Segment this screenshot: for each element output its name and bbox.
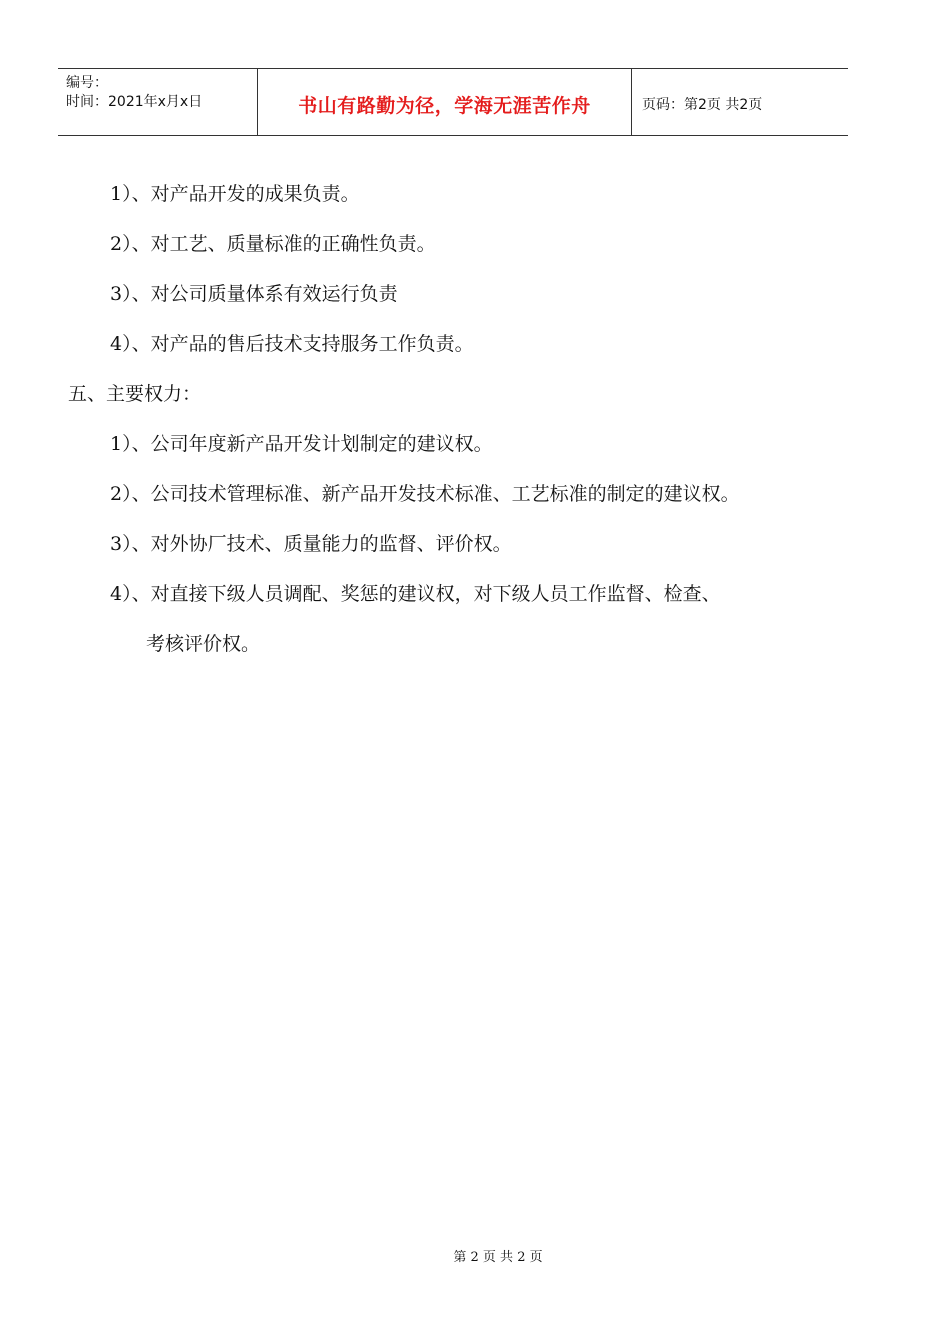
power-item-4: 4）、对直接下级人员调配、奖惩的建议权，对下级人员工作监督、检查、: [110, 583, 721, 605]
responsibility-item-1: 1）、对产品开发的成果负责。: [110, 183, 360, 205]
header-motto-cell: [258, 69, 632, 135]
header-meta: [58, 69, 258, 135]
responsibility-item-4: 4）、对产品的售后技术支持服务工作负责。: [110, 333, 474, 355]
power-item-4-continued: 考核评价权。: [146, 633, 261, 655]
header-page-info-cell: [632, 69, 848, 135]
responsibility-item-3: 3）、对公司质量体系有效运行负责: [110, 283, 398, 305]
header-page-info: 页码：第2页 共2页: [642, 97, 763, 113]
header-motto: 书山有路勤为径，学海无涯苦作舟: [298, 94, 591, 117]
power-item-3: 3）、对外协厂技术、质量能力的监督、评价权。: [110, 533, 512, 555]
section-title: 五、主要权力：: [68, 383, 202, 405]
responsibility-item-2: 2）、对工艺、质量标准的正确性负责。: [110, 233, 436, 255]
page-footer: 第 2 页 共 2 页: [453, 1250, 543, 1265]
page-header: [58, 68, 848, 136]
power-item-2: 2）、公司技术管理标准、新产品开发技术标准、工艺标准的制定的建议权。: [110, 483, 740, 505]
document-number-label: 编号：: [66, 75, 108, 91]
power-item-1: 1）、公司年度新产品开发计划制定的建议权。: [110, 433, 493, 455]
document-time: 时间：2021年x月x日: [66, 94, 203, 110]
